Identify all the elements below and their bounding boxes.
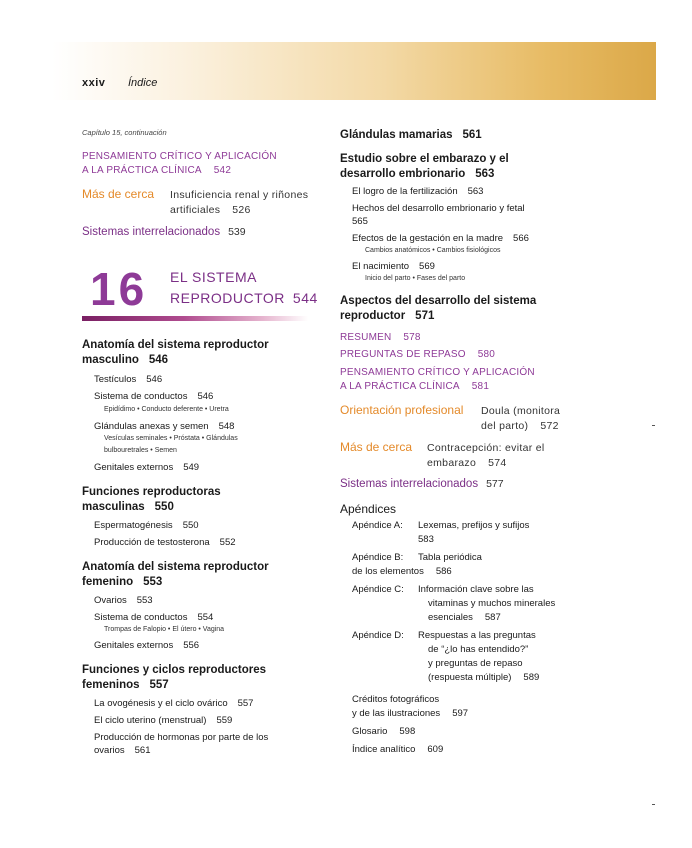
entry-line: Información clave sobre las — [418, 584, 534, 595]
left-pensamiento-entry[interactable] — [82, 150, 277, 178]
toc-item[interactable] — [352, 202, 525, 228]
entry-label: Sistemas interrelacionados — [340, 478, 479, 490]
page-ref: 554 — [197, 612, 214, 623]
page-ref: 587 — [484, 612, 501, 623]
left-mas-de-cerca-label: Más de cerca — [82, 187, 155, 201]
entry-line: de los elementos — [352, 566, 424, 577]
section-heading[interactable] — [82, 485, 221, 515]
page-ref: 542 — [213, 165, 232, 176]
item-label: El logro de la fertilización — [352, 186, 458, 197]
item-label: Ovarios — [94, 595, 127, 606]
toc-item[interactable] — [94, 611, 213, 624]
item-label: Glándulas anexas y semen — [94, 421, 209, 432]
page-ref: 546 — [146, 374, 163, 385]
toc-item[interactable] — [94, 373, 162, 386]
page-ref: 546 — [148, 354, 169, 366]
page-ref: 609 — [427, 744, 444, 755]
header-band — [52, 42, 656, 100]
page-ref: 586 — [435, 566, 452, 577]
appendix-d-label: Apéndice D: — [352, 630, 404, 641]
toc-item[interactable] — [94, 594, 153, 607]
heading-line: Funciones y ciclos reproductores — [82, 664, 267, 676]
page-ref: 566 — [513, 233, 529, 244]
entry-line: y preguntas de repaso — [428, 658, 523, 669]
entry-line: Créditos fotográficos — [352, 694, 440, 705]
page-ref: 563 — [475, 168, 495, 180]
page-ref: 526 — [232, 204, 251, 216]
apendices-title: Apéndices — [340, 502, 397, 516]
entry-line: PENSAMIENTO CRÍTICO Y APLICACIÓN — [340, 367, 535, 378]
page-ref: 557 — [149, 679, 169, 691]
page-ref: 598 — [399, 726, 416, 737]
section-heading[interactable] — [340, 152, 509, 182]
item-label: ovarios — [94, 745, 125, 756]
heading-line: femeninos — [82, 679, 140, 691]
heading-line: Anatomía del sistema reproductor — [82, 339, 269, 351]
toc-item[interactable] — [94, 639, 199, 652]
chapter-title-line: EL SISTEMA — [170, 269, 257, 285]
heading-line: Funciones reproductoras — [82, 486, 221, 498]
indice-entry[interactable] — [352, 743, 443, 757]
chapter-number: 16 — [90, 263, 148, 315]
appendix-a-entry[interactable] — [418, 519, 529, 547]
toc-item[interactable] — [94, 714, 232, 727]
appendix-a-label: Apéndice A: — [352, 520, 403, 531]
item-label: Testículos — [94, 374, 137, 385]
entry-line: Insuficiencia renal y riñones — [170, 189, 309, 201]
section-heading[interactable] — [82, 663, 266, 693]
heading-line: masculinas — [82, 501, 145, 513]
toc-item[interactable] — [94, 390, 213, 403]
entry-label: RESUMEN — [340, 332, 392, 343]
page-ref: 572 — [540, 420, 559, 432]
entry-label: Índice analítico — [352, 744, 416, 755]
entry-line: PENSAMIENTO CRÍTICO Y APLICACIÓN — [82, 151, 277, 162]
appendix-c-entry[interactable] — [418, 583, 555, 625]
entry-line: embarazo — [427, 457, 477, 469]
right-mas-de-cerca-entry[interactable] — [427, 441, 545, 471]
page-ref: 578 — [403, 332, 421, 343]
page-ref: 544 — [292, 290, 318, 306]
item-label: Genitales externos — [94, 462, 174, 473]
entry-line: Lexemas, prefijos y sufijos — [418, 520, 530, 531]
entry-line: Doula (monitora — [481, 405, 561, 417]
item-label: El ciclo uterino (menstrual) — [94, 715, 207, 726]
page-ref: 581 — [471, 381, 490, 392]
item-subtopics: Trompas de Falopio • El útero • Vagina — [104, 626, 225, 633]
toc-item[interactable] — [352, 232, 529, 245]
item-label: Espermatogénesis — [94, 520, 173, 531]
section-heading[interactable] — [82, 338, 269, 368]
page-ref: 580 — [477, 349, 495, 360]
resumen-entry[interactable] — [340, 331, 421, 345]
page-ref: 559 — [216, 715, 233, 726]
item-subtopics: Epidídimo • Conducto deferente • Uretra — [104, 406, 229, 413]
heading-line: reproductor — [340, 310, 406, 322]
item-subtopics: Vesículas seminales • Próstata • Glándulas — [104, 435, 238, 442]
page-ref: 577 — [486, 478, 504, 490]
continuation-note: Capítulo 15, continuación — [82, 128, 167, 137]
page-ref: 583 — [418, 534, 434, 545]
page-ref: 563 — [467, 186, 484, 197]
creditos-entry[interactable] — [352, 693, 468, 721]
section-heading[interactable] — [82, 560, 269, 590]
entry-line: Respuestas a las preguntas — [418, 630, 536, 641]
orientacion-entry[interactable] — [481, 404, 560, 434]
heading-line: Anatomía del sistema reproductor — [82, 561, 269, 573]
page-ref: 569 — [419, 261, 435, 272]
page-ref: 597 — [452, 708, 469, 719]
entry-line: esenciales — [428, 612, 473, 623]
heading-line: femenino — [82, 576, 134, 588]
margin-mark — [652, 425, 655, 426]
entry-line: A LA PRÁCTICA CLÍNICA — [82, 165, 202, 176]
right-mas-de-cerca-label: Más de cerca — [340, 440, 413, 454]
appendix-c-label: Apéndice C: — [352, 584, 404, 595]
glosario-entry[interactable] — [352, 725, 415, 739]
left-mas-de-cerca-entry[interactable] — [170, 188, 308, 218]
toc-item[interactable] — [94, 420, 234, 433]
page-ref: 553 — [143, 576, 163, 588]
item-label: Sistema de conductos — [94, 391, 188, 402]
preguntas-entry[interactable] — [340, 348, 495, 362]
heading-line: masculino — [82, 354, 139, 366]
entry-line: A LA PRÁCTICA CLÍNICA — [340, 381, 460, 392]
entry-line: vitaminas y muchos minerales — [428, 598, 556, 609]
heading-line: Estudio sobre el embarazo y el — [340, 153, 509, 165]
toc-item[interactable] — [94, 731, 268, 757]
toc-item[interactable] — [352, 260, 435, 273]
entry-label: Sistemas interrelacionados — [82, 226, 221, 238]
glandulas-entry[interactable] — [340, 128, 482, 143]
page-ref: 552 — [219, 537, 236, 548]
page-ref: 565 — [352, 216, 368, 227]
entry-line: del parto) — [481, 420, 529, 432]
page-ref: 557 — [237, 698, 254, 709]
left-sistemas-entry[interactable] — [82, 226, 246, 238]
page-ref: 589 — [523, 672, 540, 683]
entry-label: Glosario — [352, 726, 388, 737]
toc-item[interactable] — [94, 536, 236, 549]
orientacion-label: Orientación profesional — [340, 403, 464, 417]
appendix-b-label: Apéndice B: — [352, 552, 404, 563]
right-sistemas-entry[interactable] — [340, 478, 504, 490]
item-label: Genitales externos — [94, 640, 174, 651]
appendix-d-entry[interactable] — [418, 629, 539, 685]
page-ref: 561 — [462, 129, 482, 141]
item-label: Efectos de la gestación en la madre — [352, 233, 504, 244]
page-ref: 571 — [415, 310, 435, 322]
item-label: Producción de hormonas por parte de los — [94, 732, 269, 743]
item-subtopics: Cambios anatómicos • Cambios fisiológicos — [365, 247, 501, 254]
running-title: Índice — [128, 77, 158, 89]
page-ref: 549 — [183, 462, 200, 473]
margin-mark — [652, 804, 655, 805]
item-label: El nacimiento — [352, 261, 410, 272]
entry-line: (respuesta múltiple) — [428, 672, 512, 683]
item-label: La ovogénesis y el ciclo ovárico — [94, 698, 228, 709]
chapter-title[interactable] — [170, 267, 318, 309]
item-subtopics: Inicio del parto • Fases del parto — [365, 275, 466, 282]
toc-item[interactable] — [352, 185, 483, 198]
page-ref: 556 — [183, 640, 200, 651]
entry-line: y de las ilustraciones — [352, 708, 441, 719]
section-heading[interactable] — [340, 294, 536, 324]
entry-label: PREGUNTAS DE REPASO — [340, 349, 466, 360]
page-ref: 550 — [182, 520, 199, 531]
page-ref: 539 — [228, 226, 246, 238]
heading-line: Glándulas mamarias — [340, 129, 453, 141]
toc-item[interactable] — [94, 519, 199, 532]
page-ref: 548 — [218, 421, 235, 432]
entry-line: artificiales — [170, 204, 221, 216]
chapter-title-line: REPRODUCTOR — [170, 290, 285, 306]
heading-line: desarrollo embrionario — [340, 168, 466, 180]
item-label: Hechos del desarrollo embrionario y fetal — [352, 203, 525, 214]
item-label: Sistema de conductos — [94, 612, 188, 623]
appendix-b-entry[interactable] — [352, 565, 452, 579]
toc-item[interactable] — [94, 461, 199, 474]
chapter-divider — [82, 316, 308, 321]
item-subtopics: bulbouretrales • Semen — [104, 447, 177, 454]
appendix-b-text[interactable]: Tabla periódica — [418, 552, 482, 563]
page-number: xxiv — [82, 77, 106, 89]
toc-item[interactable] — [94, 697, 253, 710]
page-ref: 553 — [136, 595, 153, 606]
page-ref: 561 — [134, 745, 151, 756]
item-label: Producción de testosterona — [94, 537, 210, 548]
entry-line: Contracepción: evitar el — [427, 442, 545, 454]
page-ref: 550 — [154, 501, 174, 513]
page-ref: 546 — [197, 391, 214, 402]
entry-line: de “¿lo has entendido?” — [428, 644, 529, 655]
page-ref: 574 — [488, 457, 507, 469]
heading-line: Aspectos del desarrollo del sistema — [340, 295, 537, 307]
right-pensamiento-entry[interactable] — [340, 366, 535, 394]
